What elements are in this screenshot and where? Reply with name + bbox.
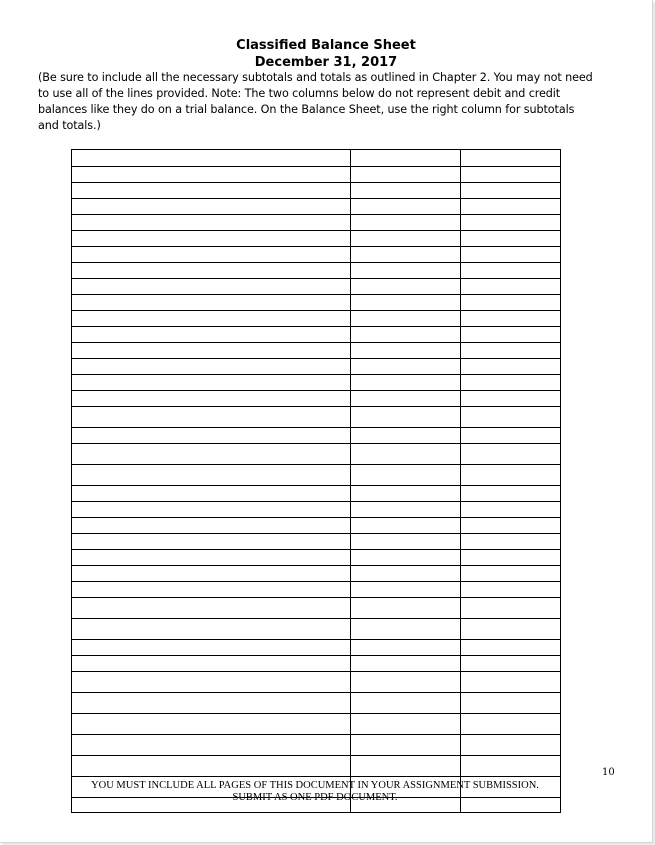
description-cell[interactable] bbox=[72, 693, 351, 714]
amount-cell[interactable] bbox=[351, 502, 461, 518]
table-row bbox=[72, 502, 561, 518]
table-row bbox=[72, 150, 561, 167]
amount-cell[interactable] bbox=[351, 566, 461, 582]
description-cell[interactable] bbox=[72, 756, 351, 777]
table-row bbox=[72, 375, 561, 391]
amount-cell[interactable] bbox=[351, 534, 461, 550]
table-row bbox=[72, 756, 561, 777]
total-cell[interactable] bbox=[461, 407, 561, 428]
amount-cell[interactable] bbox=[351, 656, 461, 672]
amount-cell[interactable] bbox=[351, 295, 461, 311]
description-cell[interactable] bbox=[72, 183, 351, 199]
amount-cell[interactable] bbox=[351, 327, 461, 343]
table-row bbox=[72, 486, 561, 502]
description-cell[interactable] bbox=[72, 263, 351, 279]
description-cell[interactable] bbox=[72, 375, 351, 391]
table-row bbox=[72, 598, 561, 619]
amount-cell[interactable] bbox=[351, 582, 461, 598]
document-header bbox=[0, 37, 652, 71]
total-cell[interactable] bbox=[461, 582, 561, 598]
total-cell[interactable] bbox=[461, 714, 561, 735]
amount-cell[interactable] bbox=[351, 486, 461, 502]
amount-cell[interactable] bbox=[351, 167, 461, 183]
description-cell[interactable] bbox=[72, 598, 351, 619]
table-row bbox=[72, 518, 561, 534]
amount-cell[interactable] bbox=[351, 735, 461, 756]
amount-cell[interactable] bbox=[351, 391, 461, 407]
table-row bbox=[72, 199, 561, 215]
table-row bbox=[72, 327, 561, 343]
total-cell[interactable] bbox=[461, 518, 561, 534]
table-row bbox=[72, 263, 561, 279]
description-cell[interactable] bbox=[72, 502, 351, 518]
description-cell[interactable] bbox=[72, 486, 351, 502]
total-cell[interactable] bbox=[461, 343, 561, 359]
description-cell[interactable] bbox=[72, 518, 351, 534]
table-row bbox=[72, 295, 561, 311]
total-cell[interactable] bbox=[461, 215, 561, 231]
total-cell[interactable] bbox=[461, 231, 561, 247]
table-row bbox=[72, 550, 561, 566]
amount-cell[interactable] bbox=[351, 428, 461, 444]
total-cell[interactable] bbox=[461, 756, 561, 777]
amount-cell[interactable] bbox=[351, 343, 461, 359]
total-cell[interactable] bbox=[461, 247, 561, 263]
description-cell[interactable] bbox=[72, 343, 351, 359]
total-cell[interactable] bbox=[461, 327, 561, 343]
description-cell[interactable] bbox=[72, 199, 351, 215]
description-cell[interactable] bbox=[72, 619, 351, 640]
balance-sheet-rows bbox=[72, 150, 561, 813]
total-cell[interactable] bbox=[461, 444, 561, 465]
amount-cell[interactable] bbox=[351, 263, 461, 279]
amount-cell[interactable] bbox=[351, 183, 461, 199]
description-cell[interactable] bbox=[72, 150, 351, 167]
total-cell[interactable] bbox=[461, 428, 561, 444]
table-row bbox=[72, 359, 561, 375]
table-row bbox=[72, 407, 561, 428]
table-row bbox=[72, 215, 561, 231]
total-cell[interactable] bbox=[461, 672, 561, 693]
amount-cell[interactable] bbox=[351, 640, 461, 656]
table-row bbox=[72, 735, 561, 756]
table-row bbox=[72, 279, 561, 295]
amount-cell[interactable] bbox=[351, 359, 461, 375]
amount-cell[interactable] bbox=[351, 518, 461, 534]
total-cell[interactable] bbox=[461, 295, 561, 311]
note-line: (Be sure to include all the necessary subtotals and totals as outlined in Chapter 2. You may not need bbox=[38, 71, 593, 84]
description-cell[interactable] bbox=[72, 444, 351, 465]
description-cell[interactable] bbox=[72, 550, 351, 566]
total-cell[interactable] bbox=[461, 167, 561, 183]
note-line: and totals.) bbox=[38, 119, 101, 132]
description-cell[interactable] bbox=[72, 231, 351, 247]
table-row bbox=[72, 465, 561, 486]
amount-cell[interactable] bbox=[351, 215, 461, 231]
total-cell[interactable] bbox=[461, 263, 561, 279]
table-row bbox=[72, 391, 561, 407]
description-cell[interactable] bbox=[72, 428, 351, 444]
table-row bbox=[72, 247, 561, 263]
description-cell[interactable] bbox=[72, 534, 351, 550]
total-cell[interactable] bbox=[461, 619, 561, 640]
table-row bbox=[72, 640, 561, 656]
description-cell[interactable] bbox=[72, 215, 351, 231]
total-cell[interactable] bbox=[461, 486, 561, 502]
table-row bbox=[72, 693, 561, 714]
description-cell[interactable] bbox=[72, 167, 351, 183]
description-cell[interactable] bbox=[72, 391, 351, 407]
description-cell[interactable] bbox=[72, 359, 351, 375]
description-cell[interactable] bbox=[72, 714, 351, 735]
description-cell[interactable] bbox=[72, 465, 351, 486]
total-cell[interactable] bbox=[461, 550, 561, 566]
description-cell[interactable] bbox=[72, 672, 351, 693]
description-cell[interactable] bbox=[72, 735, 351, 756]
instructions-note bbox=[38, 70, 618, 134]
table-row bbox=[72, 231, 561, 247]
description-cell[interactable] bbox=[72, 279, 351, 295]
page-number: 10 bbox=[602, 767, 615, 778]
amount-cell[interactable] bbox=[351, 714, 461, 735]
amount-cell[interactable] bbox=[351, 444, 461, 465]
table-row bbox=[72, 619, 561, 640]
total-cell[interactable] bbox=[461, 693, 561, 714]
table-row bbox=[72, 444, 561, 465]
table-row bbox=[72, 167, 561, 183]
note-line: to use all of the lines provided. Note: The two columns below do not represent debit and credit bbox=[38, 87, 561, 100]
table-row bbox=[72, 566, 561, 582]
amount-cell[interactable] bbox=[351, 279, 461, 295]
total-cell[interactable] bbox=[461, 502, 561, 518]
amount-cell[interactable] bbox=[351, 150, 461, 167]
total-cell[interactable] bbox=[461, 656, 561, 672]
table-row bbox=[72, 311, 561, 327]
total-cell[interactable] bbox=[461, 640, 561, 656]
description-cell[interactable] bbox=[72, 582, 351, 598]
amount-cell[interactable] bbox=[351, 672, 461, 693]
description-cell[interactable] bbox=[72, 311, 351, 327]
table-row bbox=[72, 582, 561, 598]
footer-line: SUBMIT AS ONE PDF DOCUMENT. bbox=[232, 792, 398, 803]
description-cell[interactable] bbox=[72, 566, 351, 582]
total-cell[interactable] bbox=[461, 391, 561, 407]
description-cell[interactable] bbox=[72, 407, 351, 428]
amount-cell[interactable] bbox=[351, 311, 461, 327]
description-cell[interactable] bbox=[72, 295, 351, 311]
table-row bbox=[72, 656, 561, 672]
submission-footer bbox=[0, 780, 630, 804]
amount-cell[interactable] bbox=[351, 598, 461, 619]
table-row bbox=[72, 672, 561, 693]
total-cell[interactable] bbox=[461, 183, 561, 199]
total-cell[interactable] bbox=[461, 375, 561, 391]
total-cell[interactable] bbox=[461, 534, 561, 550]
balance-sheet-table bbox=[71, 149, 561, 813]
total-cell[interactable] bbox=[461, 359, 561, 375]
total-cell[interactable] bbox=[461, 465, 561, 486]
description-cell[interactable] bbox=[72, 656, 351, 672]
table-row bbox=[72, 714, 561, 735]
amount-cell[interactable] bbox=[351, 550, 461, 566]
table-row bbox=[72, 534, 561, 550]
table-row bbox=[72, 343, 561, 359]
amount-cell[interactable] bbox=[351, 247, 461, 263]
note-line: balances like they do on a trial balance. On the Balance Sheet, use the right column for subtotals bbox=[38, 103, 575, 116]
amount-cell[interactable] bbox=[351, 756, 461, 777]
amount-cell[interactable] bbox=[351, 407, 461, 428]
total-cell[interactable] bbox=[461, 735, 561, 756]
document-date: December 31, 2017 bbox=[254, 55, 398, 70]
document-title: Classified Balance Sheet bbox=[236, 38, 416, 53]
amount-cell[interactable] bbox=[351, 199, 461, 215]
amount-cell[interactable] bbox=[351, 231, 461, 247]
amount-cell[interactable] bbox=[351, 693, 461, 714]
total-cell[interactable] bbox=[461, 598, 561, 619]
footer-line: YOU MUST INCLUDE ALL PAGES OF THIS DOCUMENT IN YOUR ASSIGNMENT SUBMISSION. bbox=[91, 780, 539, 791]
amount-cell[interactable] bbox=[351, 375, 461, 391]
description-cell[interactable] bbox=[72, 327, 351, 343]
total-cell[interactable] bbox=[461, 311, 561, 327]
amount-cell[interactable] bbox=[351, 619, 461, 640]
description-cell[interactable] bbox=[72, 247, 351, 263]
amount-cell[interactable] bbox=[351, 465, 461, 486]
table-row bbox=[72, 428, 561, 444]
total-cell[interactable] bbox=[461, 566, 561, 582]
description-cell[interactable] bbox=[72, 640, 351, 656]
total-cell[interactable] bbox=[461, 150, 561, 167]
total-cell[interactable] bbox=[461, 279, 561, 295]
table-row bbox=[72, 183, 561, 199]
total-cell[interactable] bbox=[461, 199, 561, 215]
